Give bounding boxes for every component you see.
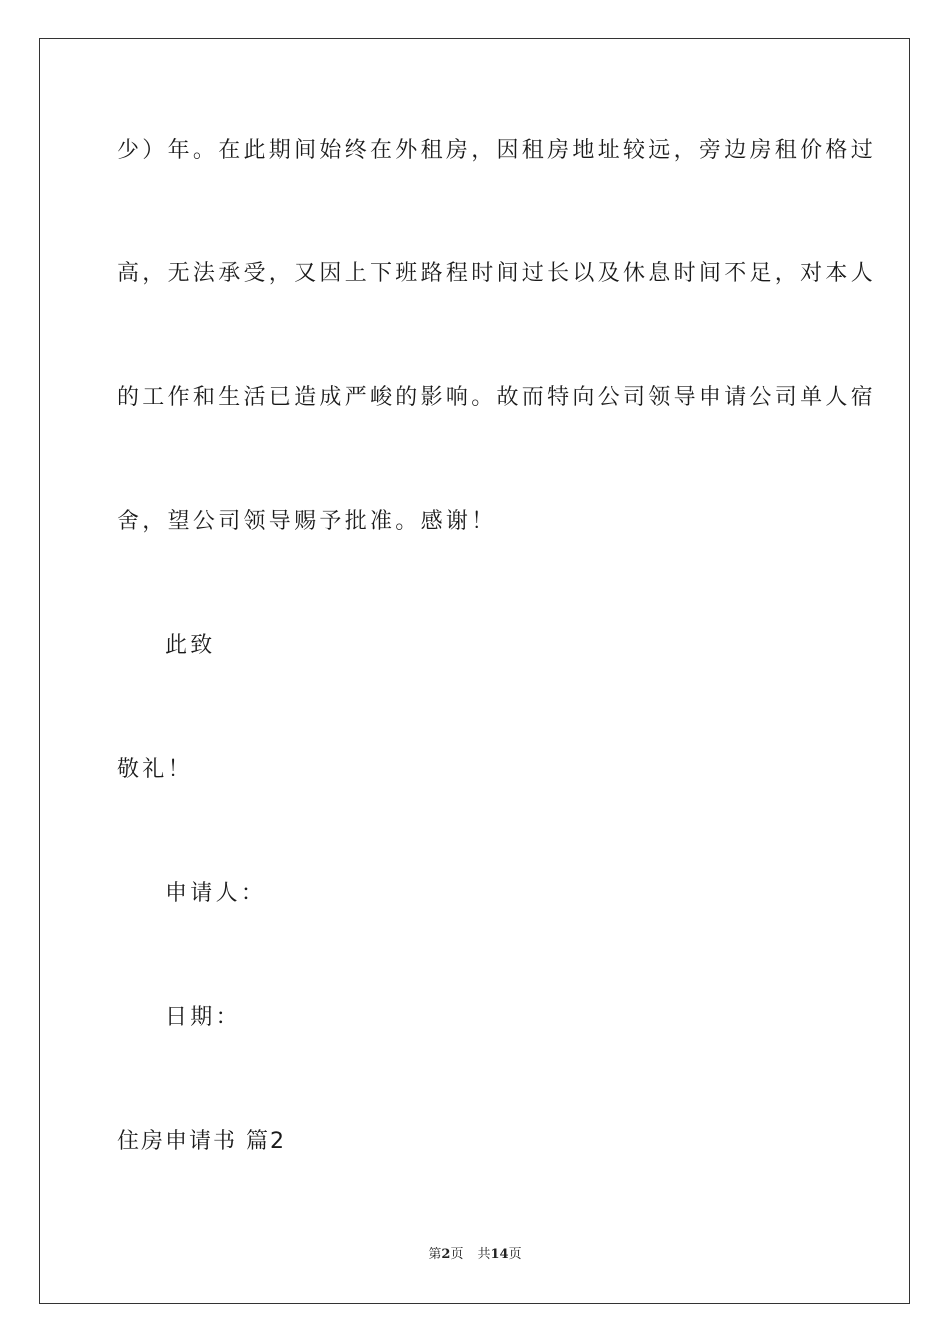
closing-text: 此致 [165, 633, 216, 658]
applicant-label: 申请人： [165, 881, 267, 906]
footer-page-suffix: 页 [450, 1247, 464, 1262]
body-line-4: 舍，望公司领导赐予批准。感谢！ [117, 509, 497, 534]
current-page-number: 2 [441, 1247, 451, 1262]
footer-total-suffix: 页 [508, 1247, 522, 1262]
body-line-1: 少）年。在此期间始终在外租房，因租房地址较远，旁边房租价格过 [117, 138, 877, 163]
date-label: 日期： [165, 1005, 241, 1030]
body-line-3: 的工作和生活已造成严峻的影响。故而特向公司领导申请公司单人宿 [117, 385, 877, 410]
page-frame [39, 38, 910, 1304]
total-pages-number: 14 [490, 1247, 509, 1262]
footer-total-prefix: 共 [477, 1247, 491, 1262]
salutation-text: 敬礼！ [117, 757, 193, 782]
footer-prefix: 第 [428, 1247, 442, 1262]
section-heading: 住房申请书 篇2 [117, 1129, 286, 1154]
body-line-2: 高，无法承受，又因上下班路程时间过长以及休息时间不足，对本人 [117, 261, 877, 286]
page-footer [0, 1245, 950, 1265]
